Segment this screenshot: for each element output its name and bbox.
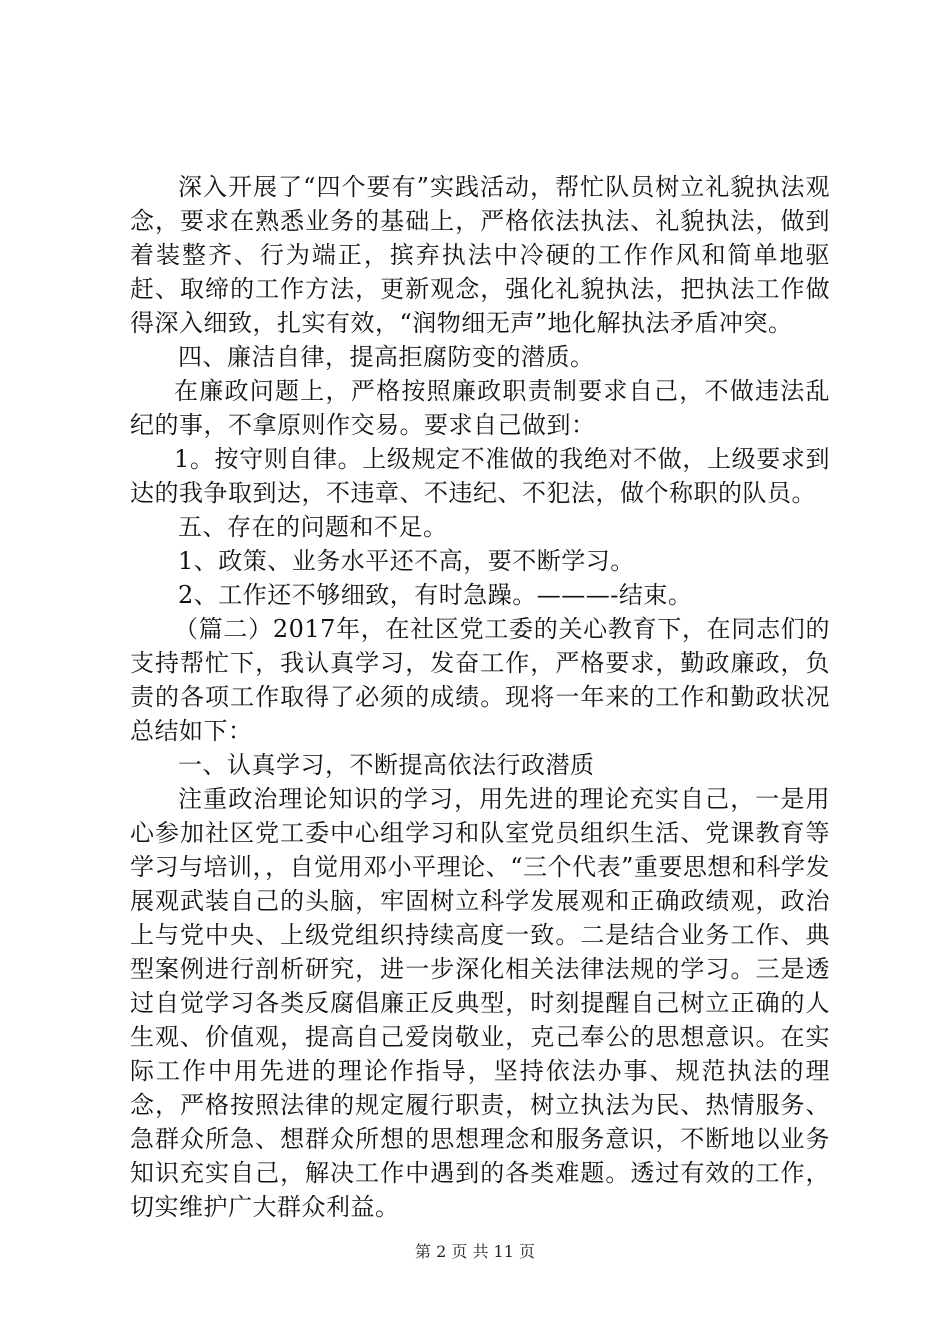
paragraph-study: 注重政治理论知识的学习，用先进的理论充实自己，一是用心参加社区党工委中心组学习和队室党员组织生活、党课教育等学习与培训，，自觉用邓小平理论、“三个代表”重要思想和科学发展观武装自己的头脑，牢固树立科学发展观和正确政绩观，政治上与党中央、上级党组织持续高度一致。二是结合业务工作、典型案例进行剖析研究，进一步深化相关法律法规的学习。三是透过自觉学习各类反腐倡廉正反典型，时刻提醒自己树立正确的人生观、价值观，提高自己爱岗敬业，克己奉公的思想意识。在实际工作中用先进的理论作指导，坚持依法办事、规范执法的理念，严格按照法律的规定履行职责，树立执法为民、热情服务、急群众所急、想群众所想的思想理念和服务意识，不断地以业务知识充实自己，解决工作中遇到的各类难题。透过有效的工作，切实维护广大群众利益。 (130, 785, 830, 1221)
page-footer: 第 2 页 共 11 页 (415, 1242, 535, 1261)
paragraph-courtesy-enforcement: 深入开展了“四个要有”实践活动，帮忙队员树立礼貌执法观念，要求在熟悉业务的基础上，严格依法执法、礼貌执法，做到着装整齐、行为端正，摈弃执法中冷硬的工作作风和简单地驱赶、取缔的工作方法，更新观念，强化礼貌执法，把执法工作做得深入细致，扎实有效，“润物细无声”地化解执法矛盾冲突。 (130, 173, 830, 337)
paragraph-part-two-intro: （篇二）2017年，在社区党工委的关心教育下，在同志们的支持帮忙下，我认真学习，发奋工作，严格要求，勤政廉政，负责的各项工作取得了必须的成绩。现将一年来的工作和勤政状况总结如下： (130, 615, 830, 745)
list-item-problem-1: 1、政策、业务水平还不高，要不断学习。 (178, 547, 635, 575)
list-item-problem-2: 2、工作还不够细致，有时急躁。———-结束。 (178, 581, 693, 609)
section-heading-problems: 五、存在的问题和不足。 (178, 513, 448, 541)
section-heading-study: 一、认真学习，不断提高依法行政潜质 (178, 751, 595, 779)
list-item-self-discipline: 1。按守则自律。上级规定不准做的我绝对不做，上级要求到达的我争取到达，不违章、不违纪、不犯法，做个称职的队员。 (130, 445, 830, 507)
document-body (130, 170, 830, 1224)
paragraph-integrity: 在廉政问题上，严格按照廉政职责制要求自己，不做违法乱纪的事，不拿原则作交易。要求自己做到： (130, 377, 830, 439)
section-heading-integrity: 四、廉洁自律，提高拒腐防变的潜质。 (178, 343, 595, 371)
